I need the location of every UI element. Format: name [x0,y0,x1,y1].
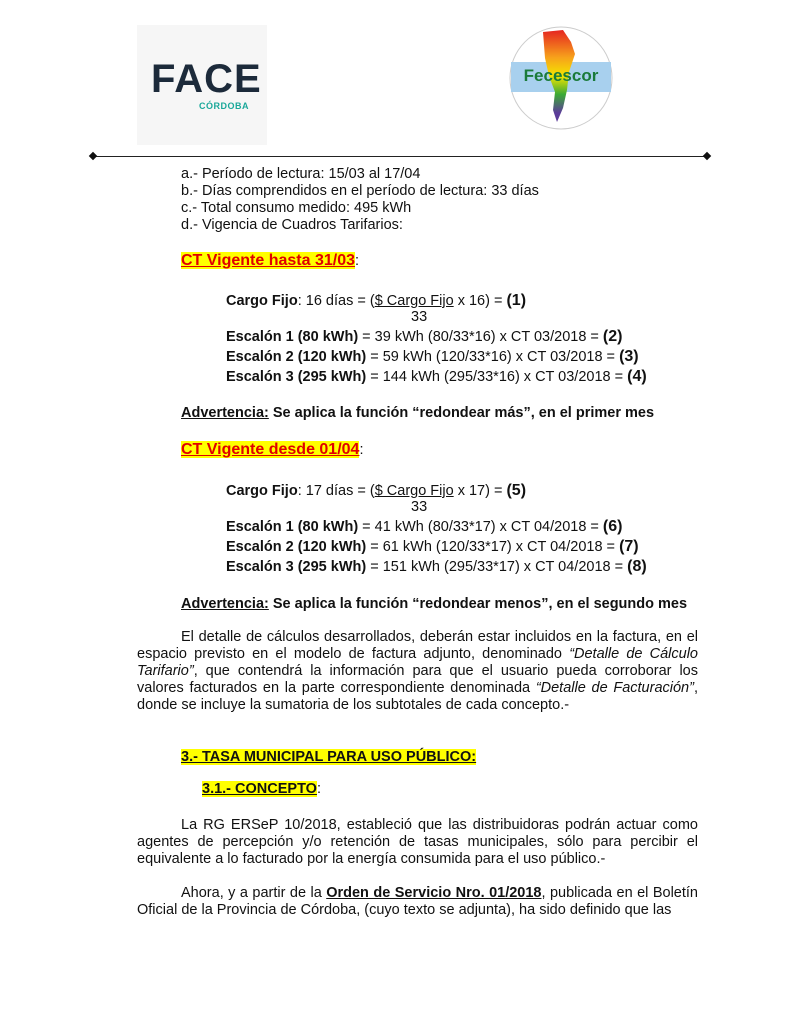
section2-title: CT Vigente desde 01/04 [181,441,360,458]
row-label: Escalón 1 (80 kWh) [226,519,359,535]
fecescor-logo [505,24,617,132]
rg-paragraph: La RG ERSeP 10/2018, estableció que las distribuidoras podrán actuar como agentes de percepción y/o retención de tasas municipales, sólo para percibir el equivalente a lo facturado por la energía consumida para el uso público.- [137,817,698,867]
warning-text: Se aplica la función “redondear más”, en el primer mes [268,405,655,421]
section1-row-2 [226,348,639,366]
cargo-fijo-link: $ Cargo Fijo [374,293,454,309]
row-ref: (3) [619,348,639,365]
detail-text-1: El detalle de cálculos desarrollados, deberán estar incluidos en la factura, en el espacio previsto en el modelo de factura adjunto, denominado [137,629,698,662]
section1-cargo-fijo [226,292,526,310]
section1-warning [181,405,654,422]
section1-title: CT Vigente hasta 31/03 [181,252,355,269]
section1-heading: CT Vigente hasta 31/03: [181,252,360,269]
detail-italic-1: “Detalle de Cálculo Tarifario” [137,646,698,679]
detail-italic-2: “Detalle de Facturación” [535,680,694,696]
warning-text: Se aplica la función “redondear menos”, en el segundo mes [268,596,688,612]
cargo-fijo-label: Cargo Fijo [226,293,298,309]
row-text: = 151 kWh (295/33*17) x CT 04/2018 = [366,559,628,575]
row-ref: (4) [627,368,647,385]
item-b: b.- Días comprendidos en el período de lectura: 33 días [181,183,539,199]
orden-text-2: , publicada en el Boletín Oficial de la Provincia de Córdoba, (cuyo texto se adjunta), ha sido definido que las [137,885,698,918]
orden-text-1: Ahora, y a partir de la [181,885,327,901]
row-label: Escalón 2 (120 kWh) [226,349,367,365]
orden-bold-link: Orden de Servicio Nro. 01/2018 [326,885,542,901]
row-text: = 59 kWh (120/33*16) x CT 03/2018 = [366,349,620,365]
warning-label: Advertencia: [181,405,269,421]
row-ref: (6) [602,518,623,535]
item-d: d.- Vigencia de Cuadros Tarifarios: [181,217,403,233]
section2-warning [181,596,687,613]
row-label: Escalón 2 (120 kWh) [226,539,367,555]
heading-3-1-text: 3.1.- CONCEPTO [202,781,317,797]
cargo-fijo-post: x 16) = [453,293,507,309]
face-logo-word: FACE [151,57,262,101]
row-text: = 39 kWh (80/33*16) x CT 03/2018 = [358,329,603,345]
cargo-fijo-label: Cargo Fijo [226,483,298,499]
row-text: = 41 kWh (80/33*17) x CT 04/2018 = [358,519,603,535]
row-label: Escalón 3 (295 kWh) [226,369,367,385]
row-label: Escalón 3 (295 kWh) [226,559,367,575]
face-logo-sub: CÓRDOBA [199,101,249,111]
detail-text-2: , que contendrá la información para que el usuario pueda corroborar los valores facturados en la parte correspondiente denominada [137,663,698,696]
cargo-fijo-link: $ Cargo Fijo [374,483,454,499]
section2-row-3 [226,558,647,576]
divider-right-diamond [703,152,711,160]
detail-paragraph [137,629,698,714]
warning-label: Advertencia: [181,596,269,612]
row-label: Escalón 1 (80 kWh) [226,329,359,345]
row-ref: (2) [602,328,623,345]
row-text: = 61 kWh (120/33*17) x CT 04/2018 = [366,539,620,555]
section1-denominator: 33 [411,309,428,325]
row-text: = 144 kWh (295/33*16) x CT 03/2018 = [366,369,628,385]
orden-paragraph [137,885,698,919]
detail-text-3: , donde se incluye la sumatoria de los subtotales de cada concepto.- [137,680,698,713]
section1-row-1 [226,328,622,346]
cargo-fijo-pre: : 16 días = ( [297,293,375,309]
ref-1: (1) [506,292,527,309]
section2-cargo-fijo [226,482,526,500]
cargo-fijo-pre: : 17 días = ( [297,483,375,499]
section2-row-2 [226,538,639,556]
header-divider [93,156,707,157]
section2-denominator: 33 [411,499,428,515]
heading-3-text: 3.- TASA MUNICIPAL PARA USO PÚBLICO: [181,749,477,765]
ref-5: (5) [506,482,527,499]
divider-left-diamond [89,152,97,160]
heading-3 [181,749,476,766]
fecescor-logo-word: Fecescor [523,66,599,85]
row-ref: (7) [619,538,639,555]
item-c: c.- Total consumo medido: 495 kWh [181,200,412,216]
section2-row-1 [226,518,622,536]
section2-heading: CT Vigente desde 01/04: [181,441,364,458]
heading-3-1 [202,781,321,798]
section1-row-3 [226,368,647,386]
row-ref: (8) [627,558,647,575]
item-a: a.- Período de lectura: 15/03 al 17/04 [181,166,421,182]
face-cordoba-logo [137,25,267,145]
cargo-fijo-post: x 17) = [453,483,507,499]
heading-3-1-colon: : [316,781,321,797]
